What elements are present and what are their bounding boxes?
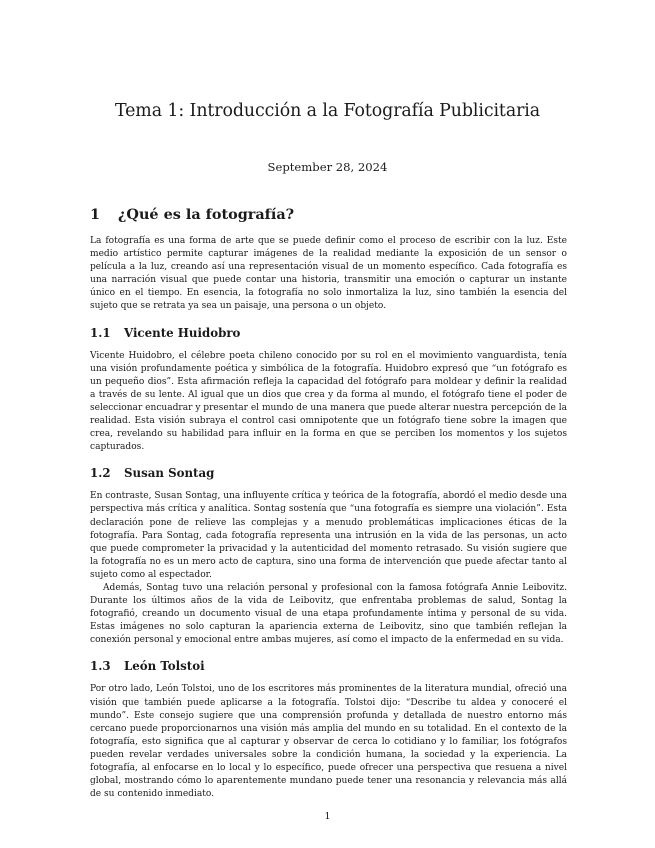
section-paragraph: La fotografía es una forma de arte que se puede definir como el proceso de escribir con la luz. Este medio artístico permite capturar imágenes de la realidad mediante la exposición de un sensor o película a la luz, creando así una representación visual de un momento específico. Cada fotografía es una narración visual que puede contar una historia, transmitir una emoción o capturar un instante único en el tiempo. En esencia, la fotografía no solo inmortaliza la luz, sino también la esencia del sujeto que se retrata ya sea un paisaje, una persona o un objeto. (90, 236, 567, 312)
subsection-paragraph: Vicente Huidobro, el célebre poeta chileno conocido por su rol en el movimiento vanguardista, tenía una visión profundamente poética y simbólica de la fotografía. Huidobro expresó que “un fotógrafo es un pequeño dios”. Esta afirmación refleja la capacidad del fotógrafo para moldear y definir la realidad a través de su lente. Al igual que un dios que crea y da forma al mundo, el fotógrafo tiene el poder de seleccionar encuadrar y presentar el mundo de una manera que puede alterar nuestra percepción de la realidad. Esta visión subraya el control casi omnipotente que un fotógrafo tiene sobre la imagen que crea, revelando su habilidad para influir en la forma en que se perciben los momentos y los sujetos capturados. (90, 350, 567, 453)
section-number: 1 (90, 206, 101, 223)
subsection-heading (90, 659, 567, 674)
subsection-paragraph: En contraste, Susan Sontag, una influyente crítica y teórica de la fotografía, abordó el medio desde una perspectiva más crítica y analítica. Sontag sostenía que “una fotografía es siempre una violación”. Esta declaración pone de relieve las complejas y a menudo problemáticas implicaciones éticas de la fotografía. Para Sontag, cada fotografía representa una intrusión en la vida de las personas, un acto que puede comprometer la privacidad y la autenticidad del momento retrasado. Su visión sugiere que la fotografía no es un mero acto de captura, sino una forma de intervención que puede afectar tanto al sujeto como al espectador. (90, 491, 567, 580)
document-body (90, 200, 567, 801)
subsection-paragraph: Además, Sontag tuvo una relación personal y profesional con la famosa fotógrafa Annie Leibovitz. Durante los últimos años de la vida de Leibovitz, que enfrentaba problemas de salud, Sontag la fotografió, creando un documento visual de una etapa profundamente íntima y personal de su vida. Estas imágenes no solo capturan la apariencia externa de Leibovitz, sino que también reflejan la conexión personal y emocional entre ambas mujeres, así como el impacto de la enfermedad en su vida. (90, 582, 567, 646)
subsection-title: León Tolstoi (124, 659, 205, 674)
page-number: 1 (324, 811, 331, 822)
subsection-title: Susan Sontag (124, 466, 215, 481)
section-title: ¿Qué es la fotografía? (118, 206, 295, 223)
subsection-number: 1.1 (90, 325, 111, 340)
subsection-title: Vicente Huidobro (124, 325, 241, 340)
subsection-paragraph: Por otro lado, León Tolstoi, uno de los escritores más prominentes de la literatura mundial, ofreció una visión que también puede aplicarse a la fotografía. Tolstoi dijo: “Describe tu aldea y conoceré el mundo”. Este consejo sugiere que una comprensión profunda y detallada de nuestro entorno más cercano puede proporcionarnos una visión más amplia del mundo en su totalidad. En el contexto de la fotografía, esto significa que al capturar y observar de cerca lo cotidiano y lo familiar, los fotógrafos pueden revelar verdades universales sobre la condición humana, la sociedad y la experiencia. La fotografía, al enfocarse en lo local y lo específico, puede ofrecer una perspectiva que resuena a nivel global, mostrando cómo lo aparentemente mundano puede tener una resonancia y relevancia más allá de su contenido inmediato. (90, 684, 567, 800)
subsection-heading (90, 326, 567, 341)
document-date: September 28, 2024 (267, 160, 388, 174)
subsection-number: 1.3 (90, 659, 111, 674)
subsection-heading (90, 466, 567, 481)
document-title: Tema 1: Introducción a la Fotografía Publicitaria (114, 101, 541, 121)
section-heading (90, 200, 567, 224)
subsection-number: 1.2 (90, 466, 111, 481)
